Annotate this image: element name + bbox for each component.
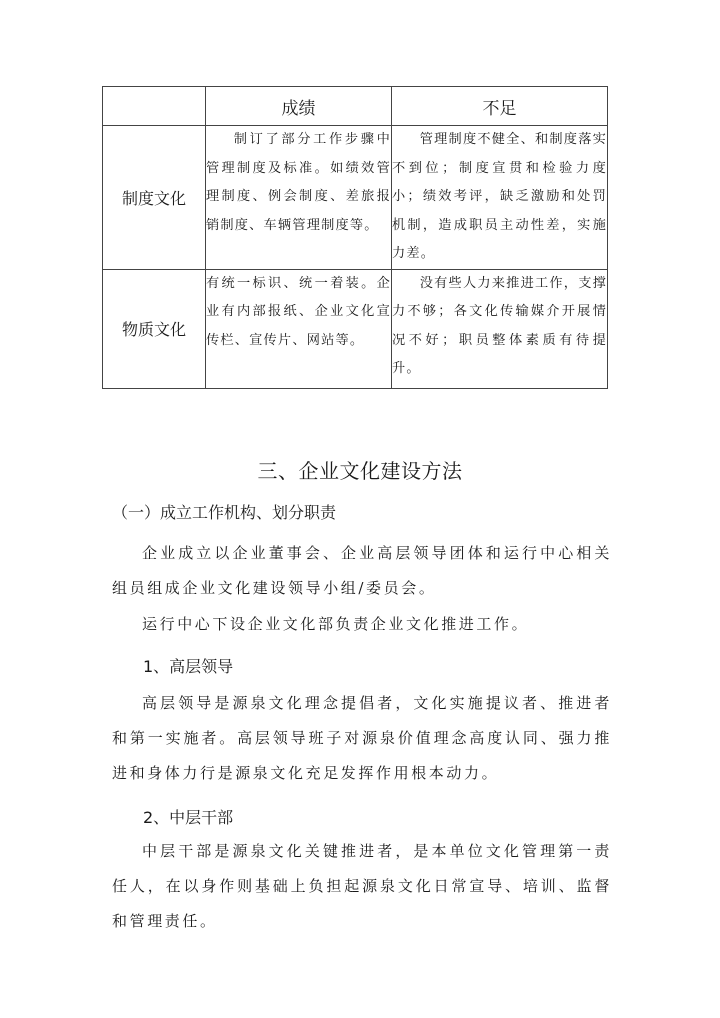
- paragraph-culture-department: 运行中心下设企业文化部负责企业文化推进工作。: [142, 615, 530, 633]
- table-row: [103, 269, 608, 388]
- row-label-material-culture: 物质文化: [103, 269, 206, 388]
- subsection-title: （一）成立工作机构、划分职责: [112, 503, 337, 522]
- table-header-row: [103, 87, 608, 126]
- achievements-cell: 制订了部分工作步骤中管理制度及标准。如绩效管理制度、例会制度、差旅报销制度、车辆管理制度等。: [206, 126, 392, 270]
- header-cell-achievements: 成绩: [206, 87, 392, 126]
- section-title: 三、企业文化建设方法: [257, 459, 463, 483]
- item-heading-middle-management: 2、中层干部: [143, 808, 234, 827]
- paragraph-leadership-group: 企业成立以企业董事会、企业高层领导团体和运行中心相关组员组成企业文化建设领导小组/委员会。: [112, 544, 612, 597]
- item-text-senior-leadership: 高层领导是源泉文化理念提倡者，文化实施提议者、推进者和第一实施者。高层领导班子对源泉价值理念高度认同、强力推进和身体力行是源泉文化充足发挥作用根本动力。: [112, 694, 612, 782]
- header-cell-shortcomings: 不足: [392, 87, 608, 126]
- shortcomings-cell: 管理制度不健全、和制度落实不到位；制度宣贯和检验力度小；绩效考评，缺乏激励和处罚机制，造成职员主动性差，实施力差。: [392, 126, 608, 270]
- shortcomings-cell: 没有些人力来推进工作，支撑力不够；各文化传输媒介开展情况不好；职员整体素质有待提升。: [392, 269, 608, 388]
- row-label-institutional-culture: 制度文化: [103, 126, 206, 270]
- item-heading-senior-leadership: 1、高层领导: [143, 657, 234, 676]
- header-cell-empty: [103, 87, 206, 126]
- item-text-middle-management: 中层干部是源泉文化关键推进者，是本单位文化管理第一责任人，在以身作则基础上负担起源泉文化日常宣导、培训、监督和管理责任。: [112, 842, 612, 930]
- culture-assessment-table: [102, 86, 608, 389]
- table-row: [103, 126, 608, 270]
- achievements-cell: 有统一标识、统一着装。企业有内部报纸、企业文化宣传栏、宣传片、网站等。: [206, 269, 392, 388]
